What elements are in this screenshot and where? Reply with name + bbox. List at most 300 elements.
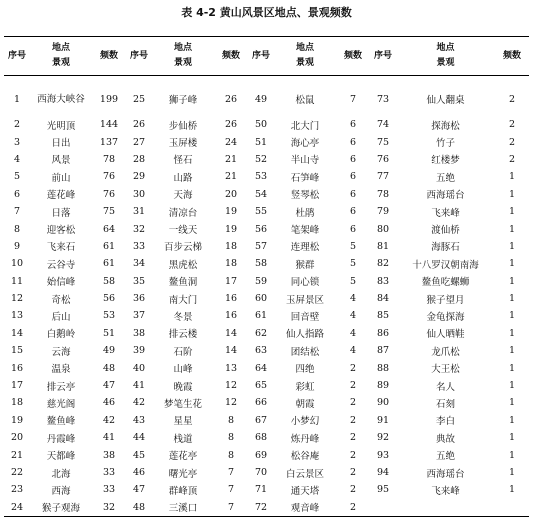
table-row xyxy=(4,76,529,117)
cell-place: 玉屏楼 xyxy=(168,138,198,150)
cell-freq: 1 xyxy=(508,188,516,200)
cell-place: 西海瑶台 xyxy=(426,190,465,202)
cell-seq: 10 xyxy=(10,258,24,270)
cell-freq: 1 xyxy=(508,432,516,444)
cell-freq: 7 xyxy=(227,484,235,496)
cell-place: 渡仙桥 xyxy=(431,225,460,237)
cell-freq: 8 xyxy=(227,432,235,444)
cell-freq: 76 xyxy=(102,171,116,183)
cell-freq: 61 xyxy=(102,240,116,252)
cell-freq: 7 xyxy=(349,93,357,105)
cell-seq: 91 xyxy=(376,414,390,426)
cell-place: 晚霞 xyxy=(173,381,193,393)
cell-freq: 5 xyxy=(349,258,357,270)
cell-freq: 4 xyxy=(349,345,357,357)
header-place: 地点 景观 xyxy=(295,43,314,68)
cell-place: 猴子望月 xyxy=(426,294,465,306)
table-row xyxy=(4,133,529,150)
cell-seq: 40 xyxy=(132,362,146,374)
cell-place: 探海松 xyxy=(431,120,460,132)
table-row xyxy=(4,238,529,255)
cell-freq: 18 xyxy=(224,258,238,270)
header-freq: 频数 xyxy=(343,50,362,61)
cell-seq: 90 xyxy=(376,397,390,409)
cell-freq: 6 xyxy=(349,136,357,148)
cell-freq: 48 xyxy=(102,362,116,374)
cell-freq: 20 xyxy=(224,188,238,200)
cell-place: 西海 xyxy=(51,485,71,497)
header-seq: 序号 xyxy=(251,50,270,61)
cell-place: 石阶 xyxy=(173,346,193,358)
cell-place: 竖琴松 xyxy=(290,190,320,202)
cell-freq: 19 xyxy=(224,206,238,218)
cell-freq: 2 xyxy=(508,93,516,105)
cell-freq: 4 xyxy=(349,293,357,305)
cell-freq: 2 xyxy=(508,136,516,148)
cell-place: 龙爪松 xyxy=(431,346,460,358)
cell-freq: 2 xyxy=(349,362,357,374)
cell-place: 猴子观海 xyxy=(41,503,80,515)
cell-seq: 16 xyxy=(10,362,24,374)
cell-place: 五绝 xyxy=(435,451,455,463)
header-seq: 序号 xyxy=(373,50,392,61)
cell-place: 大王松 xyxy=(431,364,460,376)
cell-place: 天都峰 xyxy=(46,451,76,463)
cell-freq: 144 xyxy=(99,119,119,131)
cell-freq: 1 xyxy=(508,327,516,339)
cell-seq: 7 xyxy=(13,206,21,218)
cell-place: 天海 xyxy=(173,190,193,202)
cell-freq: 4 xyxy=(349,310,357,322)
cell-freq: 32 xyxy=(102,501,116,513)
cell-place: 莲花亭 xyxy=(168,451,198,463)
table-row xyxy=(4,342,529,359)
cell-seq: 6 xyxy=(13,188,21,200)
cell-freq: 5 xyxy=(349,275,357,287)
header-row xyxy=(4,37,529,76)
table-row xyxy=(4,220,529,237)
cell-seq: 67 xyxy=(254,414,268,426)
cell-seq: 88 xyxy=(376,362,390,374)
cell-seq: 62 xyxy=(254,327,268,339)
cell-seq: 44 xyxy=(132,432,146,444)
cell-place: 云海 xyxy=(51,346,71,358)
cell-place: 仙人翻桌 xyxy=(426,95,465,106)
cell-seq: 71 xyxy=(254,484,268,496)
cell-place: 红楼梦 xyxy=(431,155,460,167)
cell-seq: 95 xyxy=(376,484,390,496)
cell-place: 温泉 xyxy=(51,364,71,376)
cell-freq: 1 xyxy=(508,380,516,392)
table-row xyxy=(4,325,529,342)
cell-place: 狮子峰 xyxy=(168,95,198,106)
cell-seq: 57 xyxy=(254,240,268,252)
cell-seq: 52 xyxy=(254,153,268,165)
cell-freq: 2 xyxy=(349,467,357,478)
cell-place: 步仙桥 xyxy=(168,120,198,132)
cell-seq: 43 xyxy=(132,414,146,426)
cell-seq: 5 xyxy=(13,171,21,183)
cell-seq: 79 xyxy=(376,206,390,218)
cell-place: 梦笔生花 xyxy=(163,398,202,410)
cell-seq: 87 xyxy=(376,345,390,357)
header-place: 地点 景观 xyxy=(436,43,455,68)
cell-place: 曙光亭 xyxy=(168,468,198,480)
cell-place: 仙人指路 xyxy=(285,329,324,341)
cell-freq: 2 xyxy=(349,449,357,461)
cell-seq: 55 xyxy=(254,206,268,218)
cell-place: 百步云梯 xyxy=(163,242,202,254)
cell-place: 观音峰 xyxy=(290,503,320,515)
cell-freq: 21 xyxy=(224,153,238,165)
cell-place: 仙人晒鞋 xyxy=(426,329,465,341)
cell-freq: 26 xyxy=(224,93,238,105)
cell-place: 团结松 xyxy=(290,346,320,358)
cell-freq: 6 xyxy=(349,223,357,235)
cell-freq: 14 xyxy=(224,327,238,339)
cell-freq: 2 xyxy=(349,380,357,392)
cell-freq: 51 xyxy=(102,327,116,339)
cell-freq: 33 xyxy=(102,467,116,478)
cell-seq: 75 xyxy=(376,136,390,148)
cell-freq: 2 xyxy=(349,432,357,444)
cell-freq: 2 xyxy=(508,119,516,131)
cell-seq: 59 xyxy=(254,275,268,287)
cell-freq: 41 xyxy=(102,432,116,444)
cell-seq: 60 xyxy=(254,293,268,305)
table-row xyxy=(4,377,529,394)
cell-place: 玉屏景区 xyxy=(285,294,324,306)
header-freq: 频数 xyxy=(99,50,118,61)
table-row xyxy=(4,446,529,463)
cell-seq: 56 xyxy=(254,223,268,235)
cell-seq: 64 xyxy=(254,362,268,374)
cell-seq: 9 xyxy=(13,240,21,252)
table-row xyxy=(4,273,529,290)
cell-place: 西海瑶台 xyxy=(426,468,465,480)
cell-seq: 22 xyxy=(10,467,24,478)
cell-place: 黑虎松 xyxy=(168,259,198,271)
cell-seq: 21 xyxy=(10,449,24,461)
cell-seq: 1 xyxy=(13,93,21,105)
cell-seq: 33 xyxy=(132,240,146,252)
cell-place: 典故 xyxy=(435,433,455,445)
cell-seq: 20 xyxy=(10,432,24,444)
cell-seq: 85 xyxy=(376,310,390,322)
table-row xyxy=(4,151,529,168)
cell-seq: 31 xyxy=(132,206,146,218)
cell-freq: 1 xyxy=(508,258,516,270)
cell-seq: 45 xyxy=(132,449,146,461)
cell-seq: 89 xyxy=(376,380,390,392)
cell-freq: 14 xyxy=(224,345,238,357)
cell-seq: 14 xyxy=(10,327,24,339)
cell-freq: 7 xyxy=(227,467,235,478)
cell-place: 清凉台 xyxy=(168,207,198,219)
cell-freq: 12 xyxy=(224,380,238,392)
cell-place: 李白 xyxy=(435,416,455,428)
cell-seq: 17 xyxy=(10,380,24,392)
cell-seq: 15 xyxy=(10,345,24,357)
cell-seq: 72 xyxy=(254,501,268,513)
cell-freq: 26 xyxy=(224,119,238,131)
cell-seq: 80 xyxy=(376,223,390,235)
table-row xyxy=(4,255,529,272)
cell-freq: 46 xyxy=(102,397,116,409)
cell-seq: 49 xyxy=(254,93,268,105)
cell-seq: 78 xyxy=(376,188,390,200)
cell-seq: 13 xyxy=(10,310,24,322)
cell-seq: 8 xyxy=(13,223,21,235)
cell-seq: 53 xyxy=(254,171,268,183)
cell-seq: 69 xyxy=(254,449,268,461)
cell-place: 名人 xyxy=(435,381,455,393)
cell-seq: 30 xyxy=(132,188,146,200)
cell-seq: 19 xyxy=(10,414,24,426)
cell-seq: 77 xyxy=(376,171,390,183)
cell-place: 石刻 xyxy=(435,398,455,410)
cell-place: 丹霞峰 xyxy=(46,433,76,445)
cell-seq: 63 xyxy=(254,345,268,357)
cell-freq: 7 xyxy=(227,501,235,513)
cell-place xyxy=(396,499,495,517)
cell-freq: 199 xyxy=(99,93,119,105)
cell-place: 北海 xyxy=(51,468,71,480)
cell-seq: 28 xyxy=(132,153,146,165)
cell-freq: 1 xyxy=(508,449,516,461)
cell-freq: 1 xyxy=(508,362,516,374)
cell-freq: 1 xyxy=(508,171,516,183)
cell-freq: 4 xyxy=(349,327,357,339)
cell-freq xyxy=(495,499,529,517)
cell-place: 鳌鱼洞 xyxy=(168,277,198,289)
cell-freq: 56 xyxy=(102,293,116,305)
header-freq: 频数 xyxy=(502,50,521,61)
cell-place: 一线天 xyxy=(168,225,198,237)
cell-freq: 53 xyxy=(102,310,116,322)
cell-place: 彩虹 xyxy=(295,381,315,393)
cell-freq: 13 xyxy=(224,362,238,374)
cell-freq: 16 xyxy=(224,293,238,305)
table-row xyxy=(4,499,529,517)
table-row xyxy=(4,307,529,324)
cell-place: 笔架峰 xyxy=(290,225,320,237)
table-row xyxy=(4,186,529,203)
cell-place: 日出 xyxy=(51,138,71,150)
cell-place: 通天塔 xyxy=(290,485,320,497)
cell-freq: 2 xyxy=(349,501,357,513)
cell-seq: 37 xyxy=(132,310,146,322)
cell-place: 猴群 xyxy=(295,259,315,271)
cell-place: 山峰 xyxy=(173,364,193,376)
cell-place: 光明顶 xyxy=(46,120,76,132)
cell-freq: 2 xyxy=(349,414,357,426)
cell-freq: 1 xyxy=(508,467,516,478)
cell-freq: 76 xyxy=(102,188,116,200)
table-row xyxy=(4,394,529,411)
cell-seq: 65 xyxy=(254,380,268,392)
cell-place: 海豚石 xyxy=(431,242,460,254)
cell-freq: 24 xyxy=(224,136,238,148)
cell-seq: 48 xyxy=(132,501,146,513)
cell-seq: 51 xyxy=(254,136,268,148)
cell-place: 后山 xyxy=(51,311,71,323)
cell-freq: 8 xyxy=(227,414,235,426)
cell-freq: 12 xyxy=(224,397,238,409)
cell-seq: 27 xyxy=(132,136,146,148)
cell-place: 栈道 xyxy=(173,433,193,445)
cell-freq: 58 xyxy=(102,275,116,287)
cell-seq: 42 xyxy=(132,397,146,409)
cell-seq: 38 xyxy=(132,327,146,339)
frequency-table xyxy=(4,36,529,517)
cell-freq: 1 xyxy=(508,414,516,426)
cell-place: 回音壁 xyxy=(290,311,320,323)
cell-freq: 8 xyxy=(227,449,235,461)
cell-seq: 58 xyxy=(254,258,268,270)
cell-place: 三溪口 xyxy=(168,503,198,515)
cell-place: 同心锁 xyxy=(290,277,320,289)
cell-place: 日落 xyxy=(51,207,71,219)
cell-place: 风景 xyxy=(51,155,71,167)
header-seq: 序号 xyxy=(129,50,148,61)
cell-seq: 84 xyxy=(376,293,390,305)
cell-place: 松谷庵 xyxy=(290,451,320,463)
cell-freq: 2 xyxy=(349,484,357,496)
cell-place: 金龟探海 xyxy=(426,311,465,323)
cell-freq: 1 xyxy=(508,293,516,305)
cell-seq: 70 xyxy=(254,467,268,478)
cell-freq: 1 xyxy=(508,240,516,252)
cell-freq: 1 xyxy=(508,206,516,218)
cell-place: 白云景区 xyxy=(285,468,324,480)
cell-freq: 1 xyxy=(508,223,516,235)
cell-seq: 73 xyxy=(376,93,390,105)
cell-place: 竹子 xyxy=(435,138,455,150)
cell-seq: 34 xyxy=(132,258,146,270)
header-seq: 序号 xyxy=(7,50,26,61)
cell-seq: 29 xyxy=(132,171,146,183)
table-row xyxy=(4,429,529,446)
cell-seq: 46 xyxy=(132,467,146,478)
cell-freq: 47 xyxy=(102,380,116,392)
cell-place: 飞来峰 xyxy=(431,207,460,219)
cell-freq: 2 xyxy=(349,397,357,409)
cell-seq: 68 xyxy=(254,432,268,444)
cell-seq: 25 xyxy=(132,93,146,105)
cell-place: 五绝 xyxy=(435,172,455,184)
cell-place: 十八罗汉朝南海 xyxy=(412,259,479,271)
cell-seq: 11 xyxy=(10,275,24,287)
cell-seq: 32 xyxy=(132,223,146,235)
cell-place: 前山 xyxy=(51,172,71,184)
cell-freq: 6 xyxy=(349,206,357,218)
cell-seq: 24 xyxy=(10,501,24,513)
cell-freq: 61 xyxy=(102,258,116,270)
cell-seq: 12 xyxy=(10,293,24,305)
cell-seq: 18 xyxy=(10,397,24,409)
cell-seq: 3 xyxy=(13,136,21,148)
cell-seq xyxy=(370,499,396,517)
cell-place: 飞来峰 xyxy=(431,485,460,497)
table-row xyxy=(4,203,529,220)
cell-place: 西海大峡谷 xyxy=(37,93,85,105)
cell-freq: 18 xyxy=(224,240,238,252)
cell-place: 排云楼 xyxy=(168,329,198,341)
cell-place: 四绝 xyxy=(295,364,315,376)
cell-place: 白鹅岭 xyxy=(46,329,76,341)
cell-freq: 78 xyxy=(102,153,116,165)
cell-place: 迎客松 xyxy=(46,225,76,237)
cell-place: 松鼠 xyxy=(295,95,315,106)
cell-place: 鳌鱼峰 xyxy=(46,416,76,428)
table-row xyxy=(4,481,529,498)
cell-place: 海心亭 xyxy=(290,138,320,150)
table-row xyxy=(4,464,529,481)
cell-seq: 36 xyxy=(132,293,146,305)
cell-place: 朝霞 xyxy=(295,398,315,410)
cell-freq: 19 xyxy=(224,223,238,235)
cell-seq: 74 xyxy=(376,119,390,131)
cell-place: 排云亭 xyxy=(46,381,76,393)
table-row xyxy=(4,116,529,133)
cell-place: 慈光阁 xyxy=(46,398,76,410)
cell-seq: 92 xyxy=(376,432,390,444)
cell-seq: 35 xyxy=(132,275,146,287)
cell-freq: 5 xyxy=(349,240,357,252)
cell-freq: 64 xyxy=(102,223,116,235)
cell-place: 奇松 xyxy=(51,294,71,306)
cell-freq: 2 xyxy=(508,153,516,165)
cell-place: 始信峰 xyxy=(46,277,76,289)
table-row xyxy=(4,359,529,376)
header-place: 地点 景观 xyxy=(173,43,192,68)
cell-seq: 50 xyxy=(254,119,268,131)
cell-freq: 6 xyxy=(349,119,357,131)
cell-place: 群峰顶 xyxy=(168,485,198,497)
cell-place: 鳌鱼吃螺蛳 xyxy=(421,277,470,289)
cell-freq: 1 xyxy=(508,275,516,287)
table-caption: 表 4-2 黄山风景区地点、景观频数 xyxy=(181,6,352,19)
cell-seq: 94 xyxy=(376,467,390,478)
cell-seq: 39 xyxy=(132,345,146,357)
cell-seq: 76 xyxy=(376,153,390,165)
cell-place: 北大门 xyxy=(290,120,320,132)
cell-freq: 1 xyxy=(508,397,516,409)
cell-seq: 66 xyxy=(254,397,268,409)
table-row xyxy=(4,412,529,429)
cell-freq: 1 xyxy=(508,484,516,496)
cell-seq: 61 xyxy=(254,310,268,322)
cell-freq: 75 xyxy=(102,206,116,218)
cell-freq: 6 xyxy=(349,188,357,200)
cell-place: 飞来石 xyxy=(46,242,76,254)
cell-freq: 42 xyxy=(102,414,116,426)
cell-freq: 16 xyxy=(224,310,238,322)
cell-seq: 82 xyxy=(376,258,390,270)
cell-place: 云谷寺 xyxy=(46,259,76,271)
cell-place: 杜鹃 xyxy=(295,207,315,219)
cell-freq: 1 xyxy=(508,345,516,357)
table-row xyxy=(4,168,529,185)
table-header xyxy=(4,37,529,76)
header-place: 地点 景观 xyxy=(51,43,70,68)
table-row xyxy=(4,290,529,307)
cell-place: 连理松 xyxy=(290,242,320,254)
cell-place: 冬景 xyxy=(173,311,193,323)
cell-seq: 47 xyxy=(132,484,146,496)
cell-freq: 137 xyxy=(99,136,119,148)
